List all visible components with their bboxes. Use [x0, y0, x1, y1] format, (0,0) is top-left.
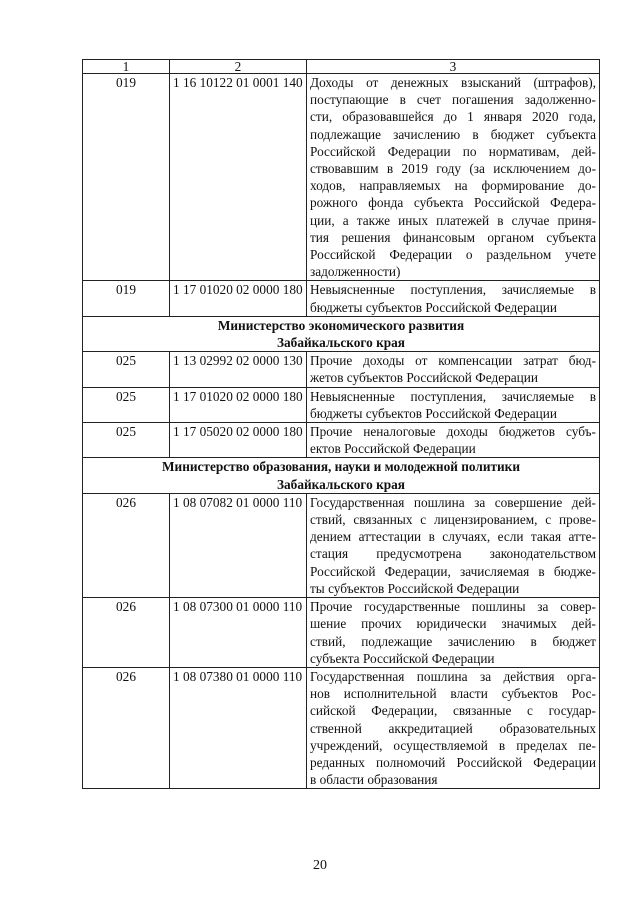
description-line: Российской Федерации о раздельном учете — [310, 247, 596, 263]
budget-code-cell: 1 08 07082 01 0000 110 — [170, 493, 307, 597]
table-row — [83, 387, 600, 422]
description-line: нов исполнительной власти субъектов Рос- — [310, 686, 596, 702]
revenue-description-cell — [307, 423, 600, 458]
page-number: 20 — [313, 858, 327, 873]
description-line: рожного фонда субъекта Российской Федера- — [310, 195, 596, 211]
budget-code-cell: 1 16 10122 01 0001 140 — [170, 74, 307, 281]
header-col-1: 1 — [83, 60, 170, 74]
description-line: ектов Российской Федерации — [310, 441, 476, 457]
admin-code-cell: 026 — [83, 493, 170, 597]
description-line: Российской Федерации по нормативам, дей- — [310, 143, 596, 159]
revenue-description-cell — [307, 352, 600, 387]
description-line: реданных полномочий Российской Федерации — [310, 754, 596, 770]
revenue-description-cell — [307, 493, 600, 597]
description-line: дением аттестации в случаях, если такая атте- — [310, 529, 596, 545]
description-line: Прочие доходы от компенсации затрат бюд- — [310, 353, 596, 369]
revenue-description-cell — [307, 667, 600, 788]
description-line: ты субъектов Российской Федерации — [310, 580, 520, 596]
admin-code-cell: 026 — [83, 667, 170, 788]
description-line: Государственная пошлина за действия орга- — [310, 668, 596, 684]
table-row — [83, 352, 600, 387]
description-line: учреждений, осуществляемой в пределах пе- — [310, 737, 596, 753]
section-row — [83, 458, 600, 493]
budget-code-cell: 1 13 02992 02 0000 130 — [170, 352, 307, 387]
revenue-description-cell — [307, 598, 600, 668]
ministry-heading-line: Министерство образования, науки и молодежной политики — [161, 459, 520, 475]
description-line: шение прочих юридически значимых дей- — [310, 616, 596, 632]
table-header-row — [83, 60, 600, 74]
ministry-heading-line: Министерство экономического развития — [217, 317, 465, 333]
table-row — [83, 598, 600, 668]
description-line: Невыясненные поступления, зачисляемые в — [310, 282, 596, 298]
description-line: Невыясненные поступления, зачисляемые в — [310, 388, 596, 404]
description-line: ции, а также иных платежей в случае приня- — [310, 212, 596, 228]
budget-code-cell: 1 08 07380 01 0000 110 — [170, 667, 307, 788]
admin-code-cell: 019 — [83, 281, 170, 316]
description-line: Прочие государственные пошлины за совер- — [310, 599, 596, 615]
header-col-2: 2 — [170, 60, 307, 74]
description-line: сти, образовавшейся до 1 января 2020 года, — [310, 109, 596, 125]
description-line: бюджеты субъектов Российской Федерации — [310, 405, 558, 421]
description-line: Прочие неналоговые доходы бюджетов субъ- — [310, 424, 596, 440]
table-row — [83, 423, 600, 458]
admin-code-cell: 026 — [83, 598, 170, 668]
admin-code-cell: 025 — [83, 352, 170, 387]
budget-code-cell: 1 17 01020 02 0000 180 — [170, 387, 307, 422]
description-line: подлежащие зачислению в бюджет субъекта — [310, 126, 596, 142]
description-line: поступающие в счет погашения задолженно- — [310, 92, 596, 108]
description-line: субъекта Российской Федерации — [310, 650, 495, 666]
admin-code-cell: 025 — [83, 423, 170, 458]
budget-revenue-table — [82, 59, 600, 789]
section-row — [83, 316, 600, 351]
revenue-description-cell — [307, 74, 600, 281]
table-row — [83, 281, 600, 316]
admin-code-cell: 025 — [83, 387, 170, 422]
description-line: жетов субъектов Российской Федерации — [310, 370, 539, 386]
budget-code-cell: 1 08 07300 01 0000 110 — [170, 598, 307, 668]
description-line: Российской Федерации, зачисляемая в бюдже- — [310, 563, 596, 579]
budget-code-cell: 1 17 01020 02 0000 180 — [170, 281, 307, 316]
description-line: тия решения финансовым органом субъекта — [310, 229, 596, 245]
ministry-heading-line: Забайкальского края — [277, 335, 405, 351]
ministry-heading-line: Забайкальского края — [277, 476, 405, 492]
budget-code-cell: 1 17 05020 02 0000 180 — [170, 423, 307, 458]
admin-code-cell: 019 — [83, 74, 170, 281]
description-line: ствий, подлежащие зачислению в бюджет — [310, 633, 596, 649]
description-line: в области образования — [310, 772, 438, 788]
description-line: Доходы от денежных взысканий (штрафов), — [310, 75, 596, 90]
description-line: стация предусмотрена законодательством — [310, 546, 596, 562]
ministry-heading — [83, 458, 600, 493]
revenue-description-cell — [307, 281, 600, 316]
description-line: сийской Федерации, связанные с государ- — [310, 703, 596, 719]
table-row — [83, 74, 600, 281]
header-col-3: 3 — [307, 60, 600, 74]
revenue-description-cell — [307, 387, 600, 422]
table-row — [83, 493, 600, 597]
description-line: ственной аккредитацией образовательных — [310, 720, 596, 736]
table-row — [83, 667, 600, 788]
description-line: ствовавшим в 2019 году (за исключением до- — [310, 161, 596, 177]
description-line: задолженности) — [310, 264, 401, 280]
description-line: бюджеты субъектов Российской Федерации — [310, 299, 558, 315]
description-line: ствий, связанных с лицензированием, с прове- — [310, 512, 596, 528]
ministry-heading — [83, 316, 600, 351]
description-line: Государственная пошлина за совершение дей- — [310, 494, 596, 510]
description-line: ходов, направляемых на формирование до- — [310, 178, 596, 194]
